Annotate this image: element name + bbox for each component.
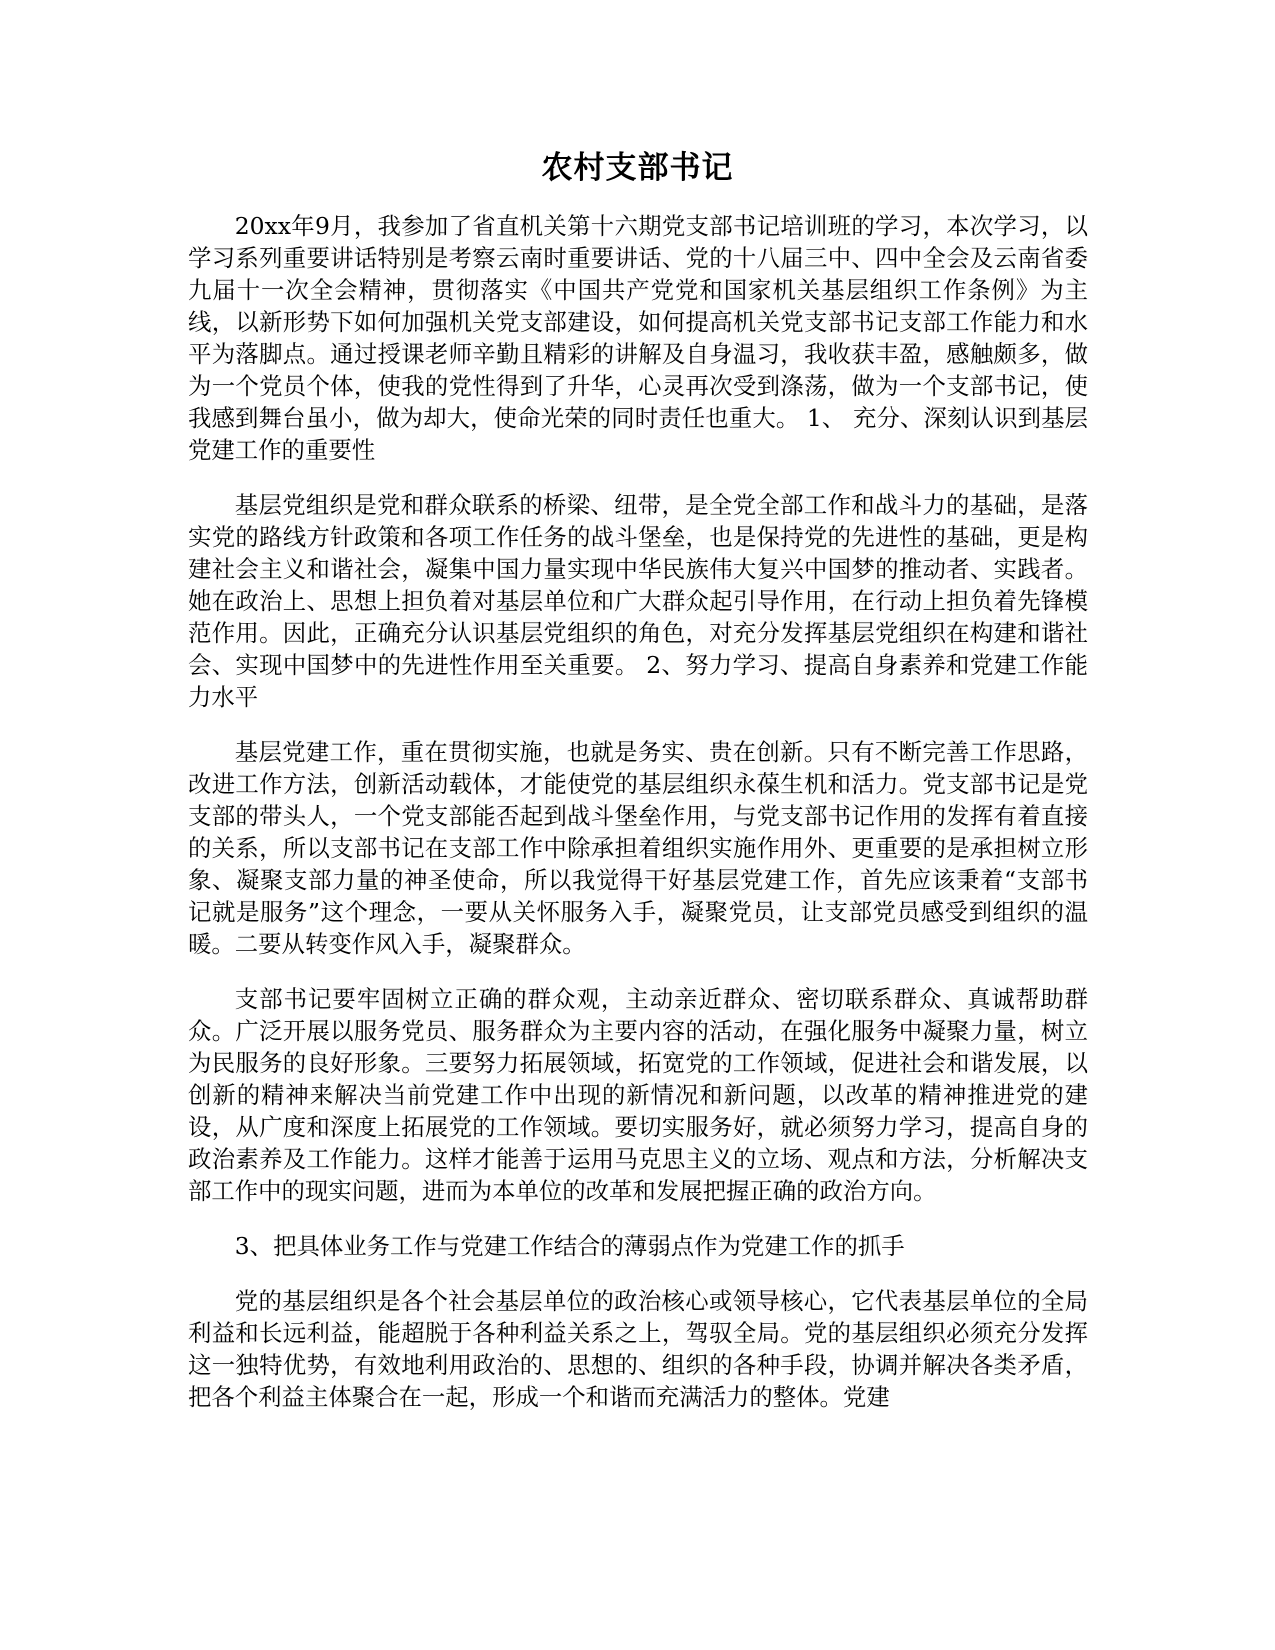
document-body — [188, 210, 1088, 1436]
paragraph-2: 基层党组织是党和群众联系的桥梁、纽带，是全党全部工作和战斗力的基础，是落实党的路线方针政策和各项工作任务的战斗堡垒，也是保持党的先进性的基础，更是构建社会主义和谐社会，凝集中国力量实现中华民族伟大复兴中国梦的推动者、实践者。她在政治上、思想上担负着对基层单位和广大群众起引导作用，在行动上担负着先锋模范作用。因此，正确充分认识基层党组织的角色，对充分发挥基层党组织在构建和谐社会、实现中国梦中的先进性作用至关重要。 2、努力学习、提高自身素养和党建工作能力水平 — [188, 491, 1088, 711]
paragraph-6: 党的基层组织是各个社会基层单位的政治核心或领导核心，它代表基层单位的全局利益和长远利益，能超脱于各种利益关系之上，驾驭全局。党的基层组织必须充分发挥这一独特优势，有效地利用政治的、思想的、组织的各种手段，协调并解决各类矛盾，把各个利益主体聚合在一起，形成一个和谐而充满活力的整体。党建 — [188, 1287, 1088, 1411]
paragraph-3: 基层党建工作，重在贯彻实施，也就是务实、贵在创新。只有不断完善工作思路，改进工作方法，创新活动载体，才能使党的基层组织永葆生机和活力。党支部书记是党支部的带头人，一个党支部能否起到战斗堡垒作用，与党支部书记作用的发挥有着直接的关系，所以支部书记在支部工作中除承担着组织实施作用外、更重要的是承担树立形象、凝聚支部力量的神圣使命，所以我觉得干好基层党建工作，首先应该秉着“支部书记就是服务”这个理念，一要从关怀服务入手，凝聚党员，让支部党员感受到组织的温暖。二要从转变作风入手，凝聚群众。 — [188, 738, 1088, 958]
document-title: 农村支部书记 — [541, 150, 734, 186]
paragraph-4: 支部书记要牢固树立正确的群众观，主动亲近群众、密切联系群众、真诚帮助群众。广泛开展以服务党员、服务群众为主要内容的活动，在强化服务中凝聚力量，树立为民服务的良好形象。三要努力拓展领域，拓宽党的工作领域，促进社会和谐发展，以创新的精神来解决当前党建工作中出现的新情况和新问题，以改革的精神推进党的建设，从广度和深度上拓展党的工作领域。要切实服务好，就必须努力学习，提高自身的政治素养及工作能力。这样才能善于运用马克思主义的立场、观点和方法，分析解决支部工作中的现实问题，进而为本单位的改革和发展把握正确的政治方向。 — [188, 985, 1088, 1205]
paragraph-1: 20xx年9月，我参加了省直机关第十六期党支部书记培训班的学习，本次学习，以学习系列重要讲话特别是考察云南时重要讲话、党的十八届三中、四中全会及云南省委九届十一次全会精神，贯彻落实《中国共产党党和国家机关基层组织工作条例》为主线，以新形势下如何加强机关党支部建设，如何提高机关党支部书记支部工作能力和水平为落脚点。通过授课老师辛勤且精彩的讲解及自身温习，我收获丰盈，感触颇多，做为一个党员个体，使我的党性得到了升华，心灵再次受到涤荡，做为一个支部书记，使我感到舞台虽小，做为却大，使命光荣的同时责任也重大。 1、 充分、深刻认识到基层党建工作的重要性 — [188, 212, 1088, 464]
paragraph-5: 3、把具体业务工作与党建工作结合的薄弱点作为党建工作的抓手 — [234, 1232, 905, 1260]
